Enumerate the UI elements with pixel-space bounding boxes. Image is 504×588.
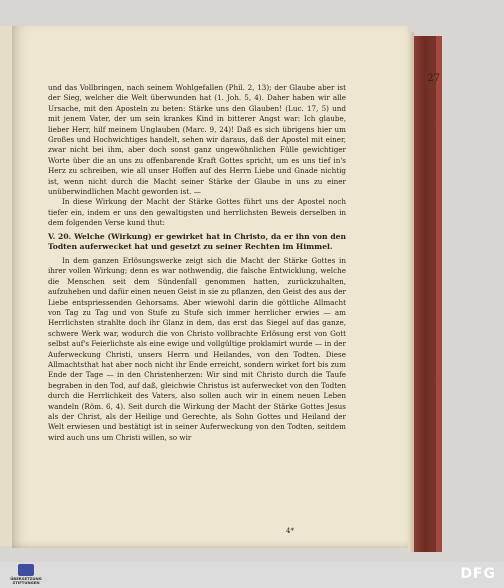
paragraph: In diese Wirkung der Macht der Stärke Gottes führt uns der Apostel noch tiefer ein, indem er uns den gewaltigsten und herrlichsten Beweis derselben in dem folgenden Verse kund thut: xyxy=(48,197,346,228)
dfg-logo: DFG xyxy=(460,566,496,582)
viewer-footer xyxy=(0,562,504,588)
logo-icon xyxy=(18,564,34,576)
page-text xyxy=(48,83,346,443)
logo-text: ÜBERSETZUNG STIFTUNGEN xyxy=(10,576,42,586)
paragraph: und das Vollbringen, nach seinem Wohlgefallen (Phil. 2, 13); der Glaube aber ist der Sieg, welcher die Welt überwunden hat (1. Joh. 5, 4). Daher haben wir alle Ursache, mit den Aposteln zu beten: Stärke uns den Glauben! (Luc. 17, 5) und mit jenem Vater, der um sein krankes Kind in bitterer Angst war: Ich glaube, lieber Herr, hilf meinem Unglauben (Marc. 9, 24)! Daß es sich übrigens hier um Großes und Hochwichtiges handelt, sehen wir daraus, daß der Apostel mit einer, zwar nicht bei ihm, aber doch sonst ganz ungewöhnlichen Fülle gewichtiger Worte über die an uns zu offenbarende Kraft Gottes spricht, um es uns tief in's Herz zu schreiben, wie all unser Hoffen auf des Herrn Liebe und Gnade nichtig ist, wenn nicht durch die Macht seiner Stärke der Glaube in uns zu einer unüberwindlichen Macht geworden ist. — xyxy=(48,83,346,197)
signature-mark: 4* xyxy=(286,527,294,535)
library-logo xyxy=(4,562,48,588)
page-number: 27 xyxy=(427,73,440,84)
verse-heading: V. 20. Welche (Wirkung) er gewirket hat in Christo, da er ihn von den Todten auferwecket hat und gesetzt zu seiner Rechten im Himmel. xyxy=(48,231,346,252)
paragraph: In dem ganzen Erlösungswerke zeigt sich die Macht der Stärke Gottes in ihrer vollen Wirkung; denn es war nothwendig, die falsche Entwicklung, welche die Menschen seit dem Sündenfall genommen hatten, zurückzuhalten, aufzuheben und dafür einen neuen Geist in sie zu pflanzen, den Geist des aus der Liebe entspriessenden Gehorsams. Aber wiewohl darin die göttliche Allmacht von Tag zu Tag und von Stufe zu Stufe sich immer herrlicher erwies — am Herrlichsten strahlte doch ihr Glanz in dem, das erst das Siegel auf das ganze, schwere Werk war, wodurch die von Christo vollbrachte Erlösung erst von Gott selbst auf's Feierlichste als eine ewige und vollgültige proklamirt wurde — in der Auferweckung Christi, unsers Herrn und Heilandes, von den Todten. Diese Allmachtsthat hat aber noch nicht ihr Ende erreicht, sondern wirket fort bis zum Ende der Tage — in den Christenherzen: Wir sind mit Christo durch die Taufe begraben in den Tod, auf daß, gleichwie Christus ist auferwecket von den Todten durch die Herrlichkeit des Vaters, also sollen auch wir in einem neuen Leben wandeln (Röm. 6, 4). Seit durch die Wirkung der Macht der Stärke Gottes Jesus als der Christ, als der Heilige und Gerechte, als Sohn Gottes und Heiland der Welt erwiesen und bestätigt ist in seiner Auferweckung von den Todten, seitdem wird auch uns um Christi willen, so wir xyxy=(48,255,346,442)
cover-edge-stripe xyxy=(436,36,442,552)
